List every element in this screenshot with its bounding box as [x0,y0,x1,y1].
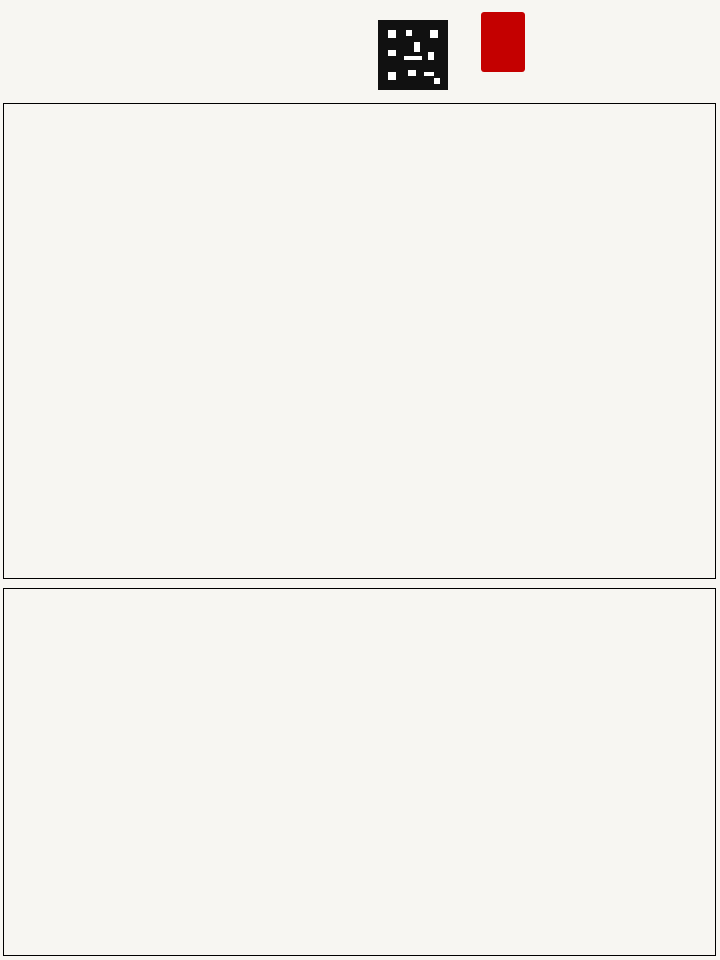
chart-grid [3,103,716,579]
year-grid [3,588,716,956]
qr-code-icon [378,20,448,90]
seal-logo [481,12,525,72]
